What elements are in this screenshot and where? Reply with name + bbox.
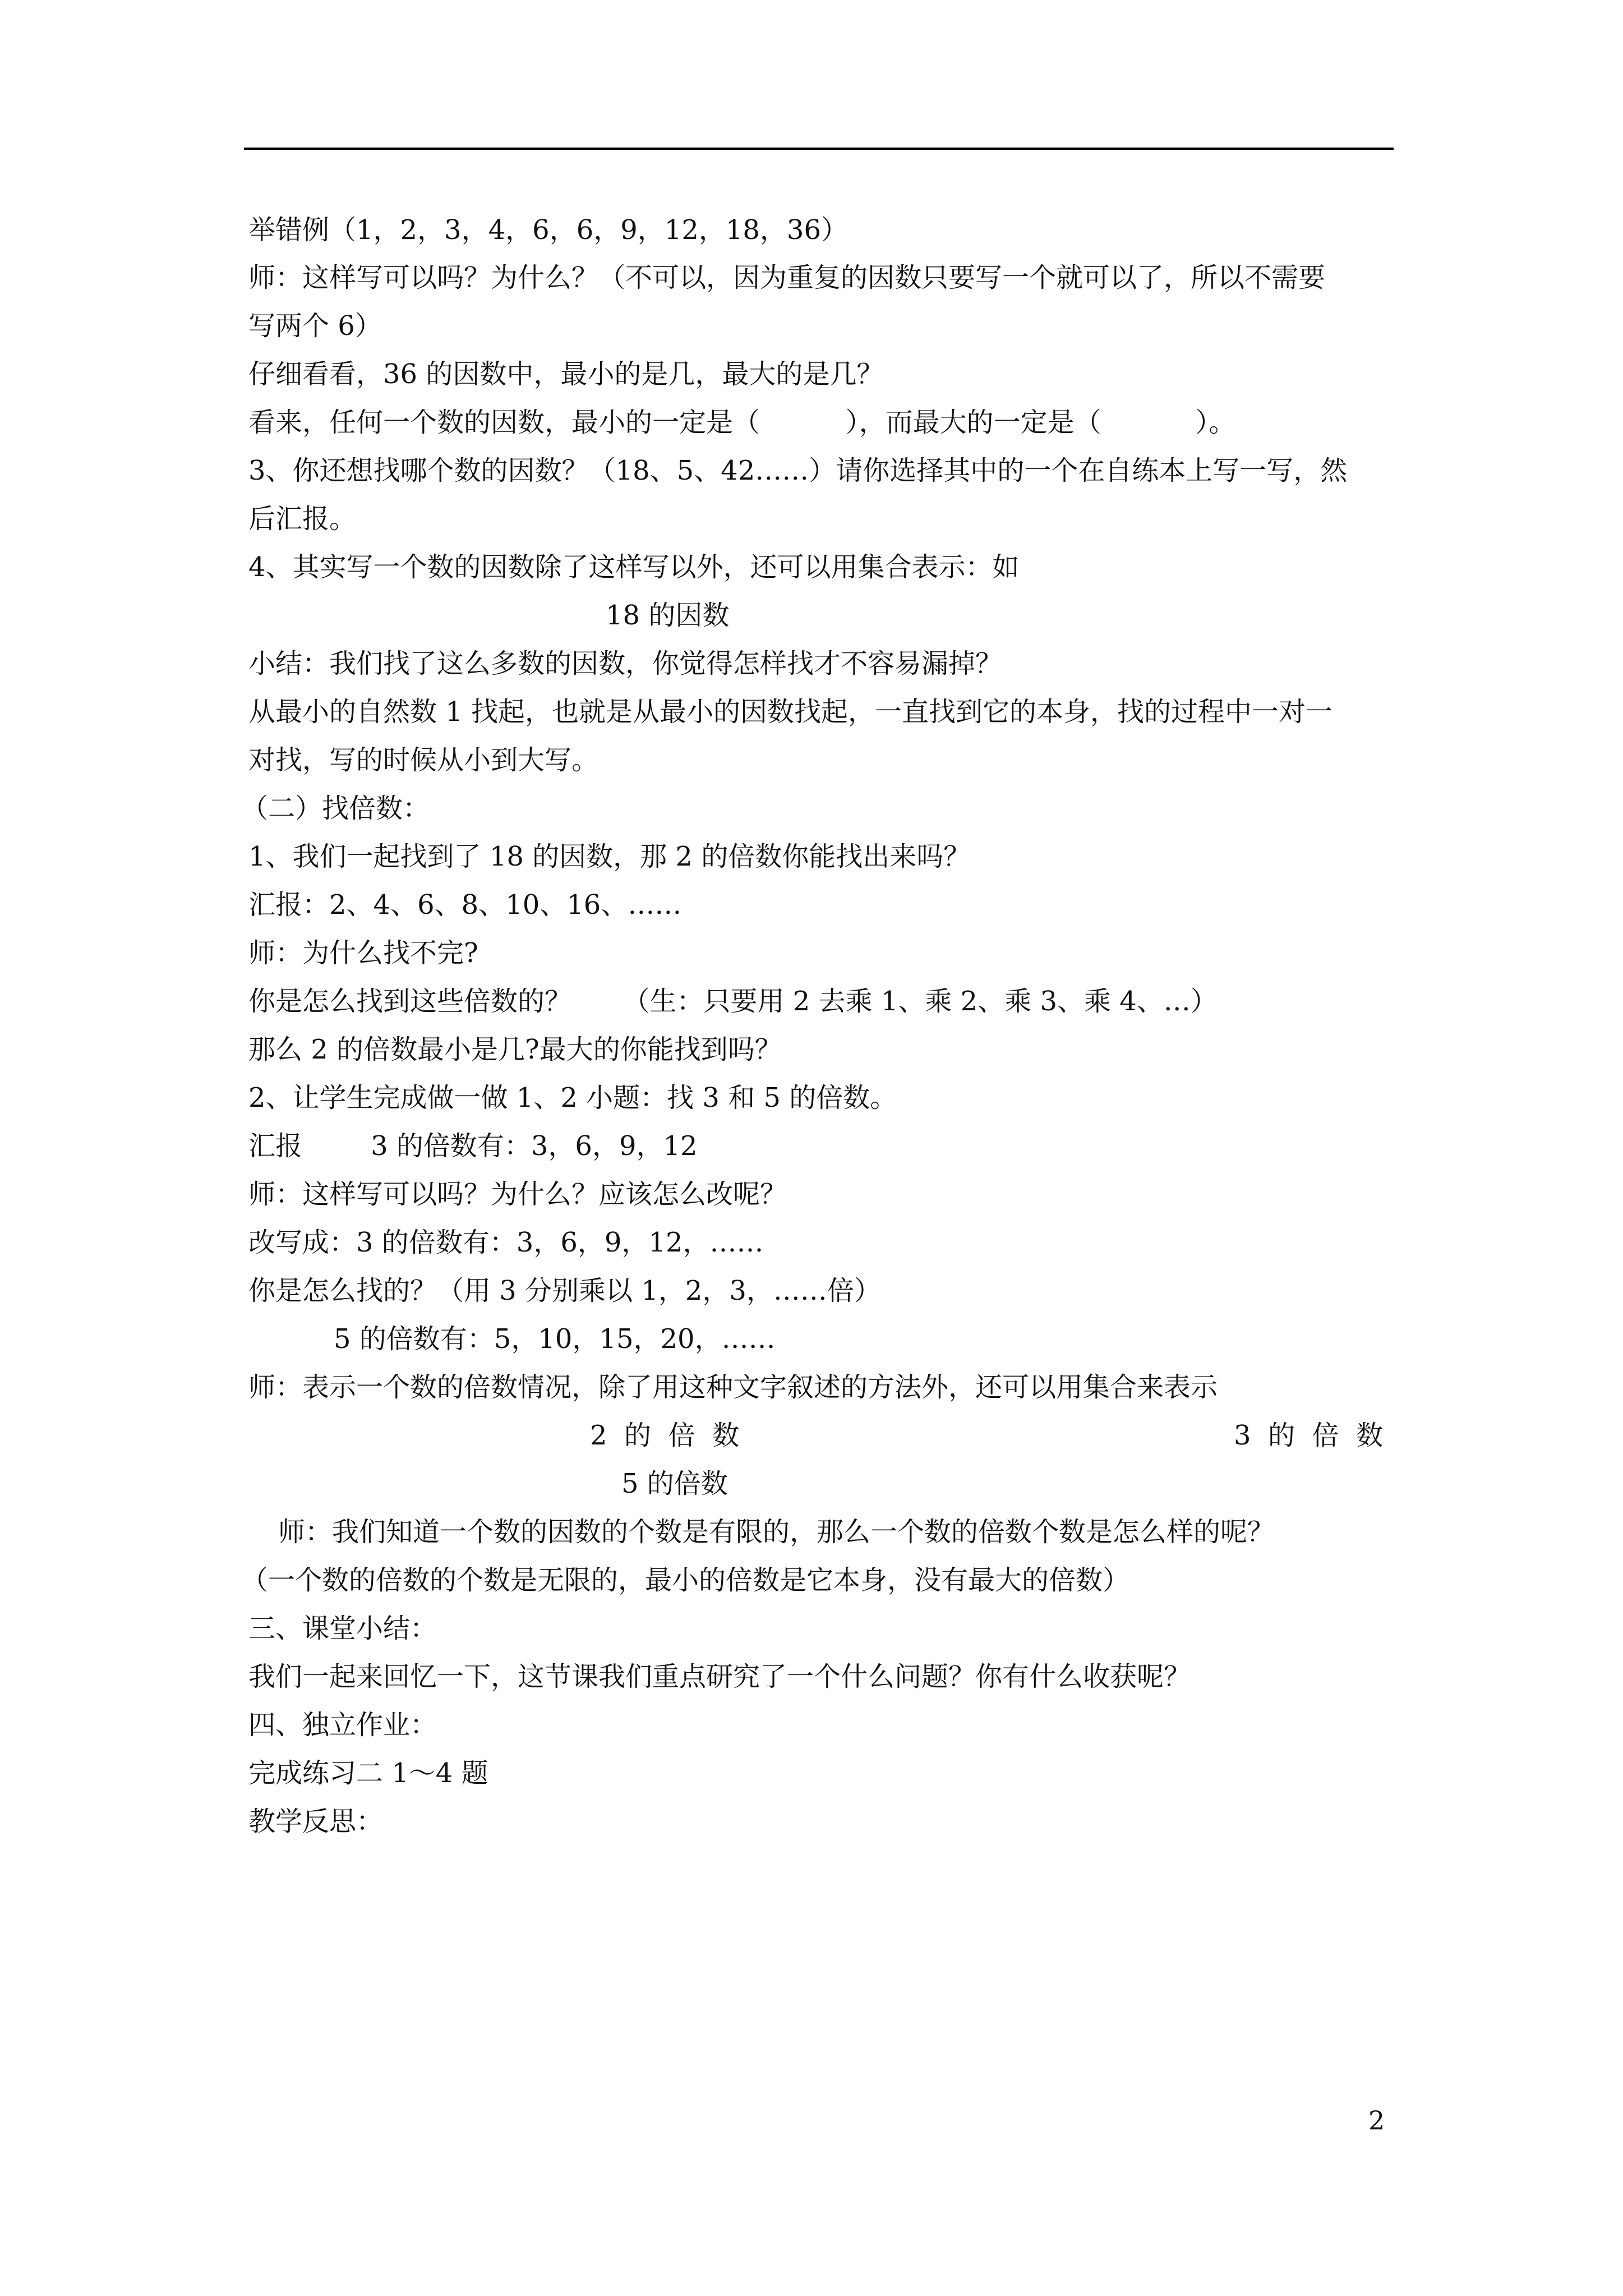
text-line: 师：表示一个数的倍数情况，除了用这种文字叙述的方法外，还可以用集合来表示: [248, 1372, 1218, 1403]
text-line: 师：这样写可以吗？为什么？（不可以，因为重复的因数只要写一个就可以了，所以不需要: [248, 262, 1326, 293]
text-line: 你是怎么找到这些倍数的？ （生：只要用 2 去乘 1、乘 2、乘 3、乘 4、…）: [248, 986, 1218, 1017]
text-line: 举错例（1，2，3，4，6，6，9，12，18，36）: [248, 214, 849, 246]
text-line: 师：这样写可以吗？为什么？应该怎么改呢？: [248, 1179, 787, 1210]
text-line: 汇报：2、4、6、8、10、16、……: [248, 889, 682, 921]
header-rule: [244, 148, 1394, 150]
text-line: 改写成：3 的倍数有：3，6，9，12，……: [248, 1227, 764, 1258]
text-line: 从最小的自然数 1 找起，也就是从最小的因数找起，一直找到它的本身，找的过程中一对一: [248, 696, 1333, 728]
set-label-2-multiples: 2 的 倍 数: [590, 1420, 740, 1451]
text-line: 师：为什么找不完?: [248, 937, 478, 969]
set-label-5-multiples: 5 的倍数: [621, 1468, 728, 1499]
text-line: 完成练习二 1～4 题: [248, 1757, 488, 1789]
text-line: 4、其实写一个数的因数除了这样写以外，还可以用集合表示：如: [248, 551, 1020, 583]
text-line: 你是怎么找的？（用 3 分别乘以 1，2，3，……倍）: [248, 1275, 881, 1306]
text-line: 那么 2 的倍数最小是几?最大的你能找到吗？: [248, 1034, 782, 1065]
text-line: 2、让学生完成做一做 1、2 小题：找 3 和 5 的倍数。: [248, 1082, 897, 1114]
text-line: （一个数的倍数的个数是无限的，最小的倍数是它本身，没有最大的倍数）: [241, 1565, 1130, 1596]
text-line: 师：我们知道一个数的因数的个数是有限的，那么一个数的倍数个数是怎么样的呢？: [278, 1516, 1275, 1548]
set-label-3-multiples: 3 的 倍 数: [1234, 1420, 1384, 1451]
text-line: 后汇报。: [248, 503, 357, 535]
text-line: 我们一起来回忆一下，这节课我们重点研究了一个什么问题？你有什么收获呢？: [248, 1661, 1191, 1692]
text-line: 小结：我们找了这么多数的因数，你觉得怎样找才不容易漏掉？: [248, 648, 1003, 679]
text-line: 教学反思：: [248, 1806, 384, 1837]
section-heading: 四、独立作业：: [248, 1709, 437, 1741]
set-label-18-factors: 18 的因数: [606, 600, 730, 631]
text-line: 1、我们一起找到了 18 的因数，那 2 的倍数你能找出来吗？: [248, 841, 971, 872]
text-line: 5 的倍数有：5，10，15，20，……: [334, 1323, 776, 1355]
section-heading: （二）找倍数：: [241, 793, 430, 824]
text-line: 仔细看看，36 的因数中，最小的是几，最大的是几？: [248, 358, 884, 390]
text-line: 3、你还想找哪个数的因数？（18、5、42……）请你选择其中的一个在自练本上写一写，然: [248, 455, 1348, 486]
text-line: 看来，任何一个数的因数，最小的一定是（ ），而最大的一定是（ ）。: [248, 407, 1236, 438]
text-line: 汇报 3 的倍数有：3，6，9，12: [248, 1130, 698, 1162]
text-line: 写两个 6）: [248, 310, 382, 342]
section-heading: 三、课堂小结：: [248, 1613, 437, 1644]
text-line: 对找，写的时候从小到大写。: [248, 744, 599, 776]
page-number: 2: [1368, 2105, 1385, 2136]
